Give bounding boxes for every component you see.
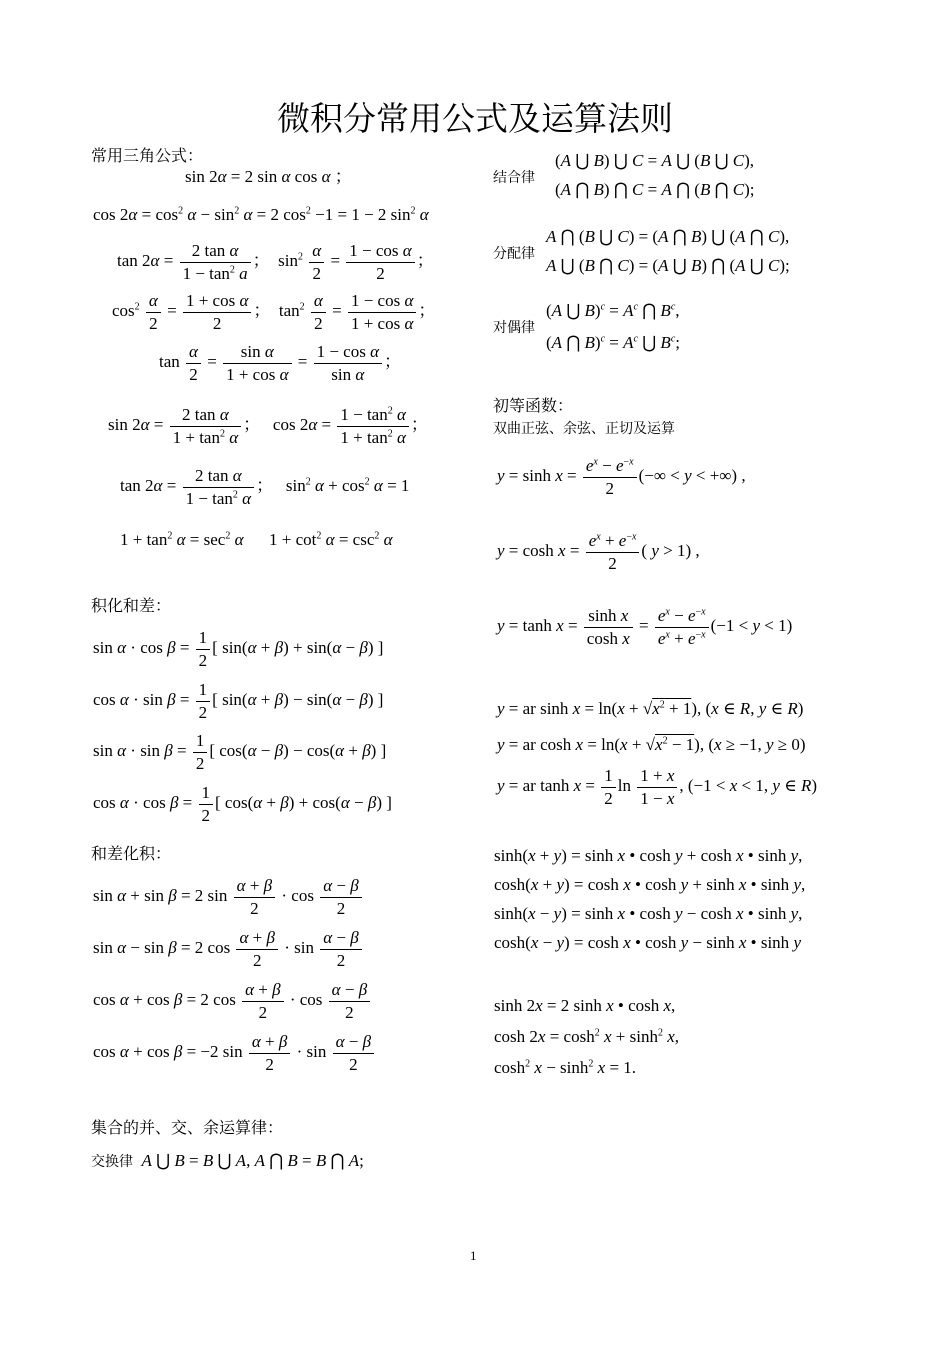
commutative-label: 交换律	[91, 1154, 133, 1170]
duality-label: 对偶律	[493, 320, 535, 336]
formula-sinh-sum: sinh(x + y) = sinh x • cosh y + cosh x • sinh y,	[494, 846, 803, 865]
formula-sinh-double: sinh 2x = 2 sinh x • cosh x,	[494, 996, 676, 1015]
formula-cosh-sum: cosh(x + y) = cosh x • cosh y + sinh x • sinh y,	[494, 875, 806, 894]
formula-arsinh: y = ar $\sinh x = \ln(x + √x^2 + 1)$, (x ∈ R, y ∈ R)	[497, 699, 804, 718]
hyperbolic-note: 双曲正弦、余弦、正切及运算	[493, 421, 675, 437]
page-title: 微积分常用公式及运算法则	[277, 99, 673, 138]
formula-diff-cos: cos α + cos β = −2 sin $\frac{\alpha + \beta}{2}$ · sin $\frac{\alpha - \beta}{2}$	[93, 1031, 376, 1075]
formula-sec-csc: $1 + \tan^2 \alpha = \sec^2 \alpha$ $1 + \cot^2 \alpha = \csc^2 \alpha$	[120, 530, 393, 549]
formula-sinh-diff: sinh(x − y) = sinh x • cosh y − cosh x • sinh y,	[494, 904, 803, 923]
formula-tanh: y = tanh x = $\frac{\text{sinh x}}{\text{cosh x}}$ = $\frac{e^x - e^{-x}}{e^x + e^{-x}}$ (−1 < y < 1)	[497, 606, 793, 648]
section-heading-sum-to-product: 和差化积：	[91, 844, 172, 863]
formula-product-cos-cos: cos α · cos β = $\frac{1}{2}$ [ cos(α + β) + cos(α − β) ]	[93, 783, 392, 825]
formula-commutative: 交换律 A ⋃ B = B ⋃ A, A ⋂ B = B ⋂ A;	[91, 1151, 364, 1170]
formula-sinh: y = sinh x = $\frac{e^x - e^{-x}}{2}$ (−∞ < y < +∞) ,	[497, 456, 746, 498]
page-number: 1	[470, 1248, 477, 1263]
section-heading-product-to-sum: 积化和差：	[91, 596, 172, 615]
associative-label: 结合律	[493, 170, 535, 186]
formula-product-cos-sin: cos α · sin β = $\frac{1}{2}$ [ sin(α + β) − sin(α − β) ]	[93, 680, 384, 722]
formula-associative-intersection: (A ⋂ B) ⋂ C = A ⋂ (B ⋂ C);	[555, 180, 755, 199]
formula-associative-union: (A ⋃ B) ⋃ C = A ⋃ (B ⋃ C),	[555, 151, 755, 170]
formula-duality-2: (A ⋂ $B)^c = A^c$ ⋃ $B^c$;	[546, 333, 680, 352]
section-heading-trig: 常用三角公式：	[91, 146, 204, 165]
formula-cosh-sinh-identity: $\cosh^2 x - \sinh^2 x = 1$.	[494, 1058, 637, 1077]
formula-sin-double: sin 2α = 2 sin α cos α ；	[185, 167, 352, 186]
formula-artanh: y = ar tanh x = $\frac{1}{2}$ ln $\frac{1 + x}{1 - x}$ , (−1 < x < 1, y ∈ R)	[497, 766, 818, 808]
distributive-label: 分配律	[493, 246, 535, 262]
formula-tan-half: tan $\frac{\alpha}{2}$ = $\frac{\text{sin α}}{\text{1 + cos α}}$ = $\frac{\text{1 − cos α}}{\text{sin α}}$ ；	[159, 342, 402, 384]
section-heading-sets: 集合的并、交、余运算律：	[91, 1118, 284, 1137]
formula-cosh: y = cosh x = $\frac{e^x + e^{-x}}{2}$ ( y > 1) ,	[497, 531, 700, 573]
formula-cos-tan-half-squared: $\cos^2$ $\frac{\alpha}{2}$ = $\frac{\text{1 + cos α}}{2}$ ； $\tan^2$ $\frac{\alpha}{2}$ = $\frac{\text{1 − cos α}}{\text{1 + cos α}}$ ；	[112, 291, 436, 333]
formula-product-sin-sin: sin α · sin β = $\frac{1}{2}$ [ cos(α − β) − cos(α + β) ]	[93, 731, 387, 773]
formula-distributive-1: A ⋂ (B ⋃ C) = (A ⋂ B) ⋃ (A ⋂ C),	[546, 227, 790, 246]
formula-duality-1: (A ⋃ $B)^c = A^c$ ⋂ $B^c$,	[546, 301, 680, 320]
formula-cosh-double: $\cosh 2x = \cosh^2 x + \sinh^2 x$,	[494, 1027, 679, 1046]
formula-sin-cos-double-tan: sin 2α = $\frac{\text{2 tan α}}{1 + \tan^2 \alpha}$ ； cos 2α = $\frac{1 - \tan^2 \alpha}{1 + \tan^2 \alpha}$ ；	[108, 405, 428, 447]
formula-cos-double: $\cos 2\alpha = \cos^2 \alpha - \sin^2 \alpha = 2$ $\cos^2 -1 = 1 - 2$ $\sin^2 \alpha$	[93, 205, 429, 224]
formula-tan-double-pythag: tan 2α = $\frac{\text{2 tan α}}{1 - \tan^2 \alpha}$ ； $\sin^2 \alpha + \cos^2 \alpha = 1$	[120, 466, 410, 508]
formula-sum-cos: cos α + cos β = 2 cos $\frac{\alpha + \beta}{2}$ · cos $\frac{\alpha - \beta}{2}$	[93, 979, 372, 1023]
formula-tan-double-half: tan 2α = $\frac{\text{2 tan α}}{1 - \tan^2 a}$ ； $\sin^2$ $\frac{\alpha}{2}$ = $\frac{\text{1 − cos α}}{2}$ ；	[117, 241, 434, 283]
formula-sum-sin: sin α + sin β = 2 sin $\frac{\alpha + \beta}{2}$ · cos $\frac{\alpha - \beta}{2}$	[93, 875, 364, 919]
formula-distributive-2: A ⋃ (B ⋂ C) = (A ⋃ B) ⋂ (A ⋃ C);	[546, 256, 790, 275]
formula-arcosh: y = ar $\cosh x = \ln(x + √x^2 - 1)$, (x ≥ −1, y ≥ 0)	[497, 735, 806, 754]
formula-cosh-diff: cosh(x − y) = cosh x • cosh y − sinh x • sinh y	[494, 933, 801, 952]
formula-product-sin-cos: sin α · cos β = $\frac{1}{2}$ [ sin(α + β) + sin(α − β) ]	[93, 628, 384, 670]
formula-diff-sin: sin α − sin β = 2 cos $\frac{\alpha + \beta}{2}$ · sin $\frac{\alpha - \beta}{2}$	[93, 927, 364, 971]
section-heading-elementary: 初等函数：	[493, 396, 574, 415]
